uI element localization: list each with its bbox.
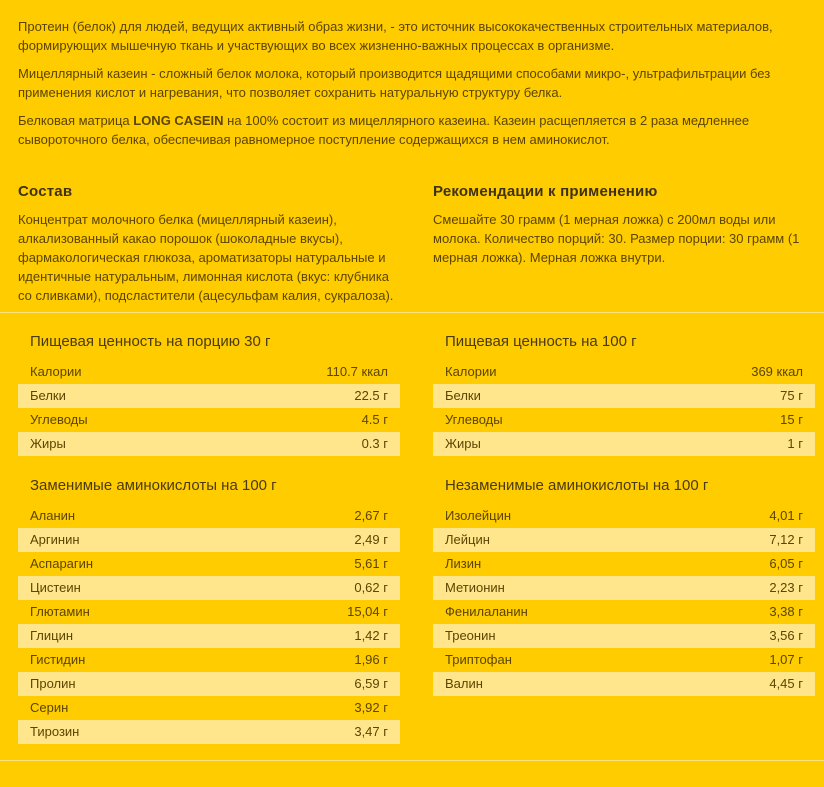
- table-row: [18, 720, 400, 744]
- table-row: [18, 600, 400, 624]
- table-row: [18, 696, 400, 720]
- table-row: [18, 432, 400, 456]
- table-title: Незаменимые аминокислоты на 100 г: [445, 477, 709, 494]
- nutrient-name: Углеводы: [445, 412, 503, 427]
- nutrient-name: Жиры: [30, 436, 66, 451]
- nutrient-value: 0.3 г: [361, 436, 388, 451]
- nutrient-name: Глицин: [30, 628, 74, 643]
- composition-section: [18, 183, 403, 305]
- intro-paragraph-1: Протеин (белок) для людей, ведущих активный образ жизни, - это источник высококачественных строительных материалов, формирующих мышечную ткань и участвующих во всех жизненно-важных процессах в организме.: [18, 19, 773, 53]
- table-title: Заменимые аминокислоты на 100 г: [30, 477, 277, 494]
- table-row: [18, 576, 400, 600]
- nutrient-name: Калории: [445, 364, 497, 379]
- intro-text-part: Белковая матрица: [18, 113, 134, 128]
- nutrient-value: 2,49 г: [354, 532, 388, 547]
- nutrient-name: Цистеин: [30, 580, 81, 595]
- nutrient-value: 1,96 г: [354, 652, 388, 667]
- nutrient-name: Пролин: [30, 676, 76, 691]
- table-body: [433, 504, 815, 696]
- table-body: [18, 360, 400, 456]
- table-title: Пищевая ценность на 100 г: [445, 333, 637, 350]
- table-row: [433, 432, 815, 456]
- table-row: [18, 672, 400, 696]
- table-row: [433, 360, 815, 384]
- table-row: [433, 576, 815, 600]
- brand-name: LONG CASEIN: [133, 113, 224, 128]
- essential-amino-table: [433, 472, 815, 696]
- table-row: [433, 408, 815, 432]
- nutrient-value: 3,56 г: [769, 628, 803, 643]
- intro-text: [18, 17, 808, 158]
- usage-title: Рекомендации к применению: [433, 183, 658, 200]
- nutrient-value: 6,59 г: [354, 676, 388, 691]
- nutrient-value: 110.7 ккал: [326, 364, 388, 379]
- nutrition-per-serving-table: [18, 328, 400, 456]
- nutrient-name: Глютамин: [30, 604, 90, 619]
- table-row: [18, 528, 400, 552]
- usage-section: [433, 183, 818, 267]
- nutrient-value: 75 г: [780, 388, 803, 403]
- nutrient-value: 5,61 г: [354, 556, 388, 571]
- nutrient-name: Белки: [30, 388, 66, 403]
- nutrient-value: 3,47 г: [354, 724, 388, 739]
- nutrient-value: 1,42 г: [354, 628, 388, 643]
- nutrient-name: Лизин: [445, 556, 482, 571]
- table-row: [433, 384, 815, 408]
- nutrient-name: Триптофан: [445, 652, 512, 667]
- nutrient-name: Калории: [30, 364, 82, 379]
- intro-text-part: на 100% состоит из мицеллярного казеина. Казеин расщепляется в 2 раза медленнее сывороточного белка, обеспечивая равномерное поступление содержащихся в нем аминокислот.: [18, 113, 750, 147]
- nutrient-value: 15,04 г: [347, 604, 388, 619]
- usage-text: Смешайте 30 грамм (1 мерная ложка) с 200мл воды или молока. Количество порций: 30. Размер порции: 30 грамм (1 мерная ложка). Мерная ложка внутри.: [433, 212, 800, 265]
- table-row: [18, 504, 400, 528]
- nutrient-value: 22.5 г: [354, 388, 388, 403]
- table-row: [433, 552, 815, 576]
- nutrient-name: Аланин: [30, 508, 76, 523]
- table-row: [18, 408, 400, 432]
- nutrient-value: 3,38 г: [769, 604, 803, 619]
- composition-title: Состав: [18, 183, 73, 200]
- nutrient-value: 0,62 г: [354, 580, 388, 595]
- composition-text: Концентрат молочного белка (мицеллярный казеин), алкализованный какао порошок (шоколадные вкусы), фармакологическая глюкоза, ароматизаторы натуральные и идентичные натуральным, лимонная кислота (вкус: клубника со сливками), подсластители (ацесульфам калия, сукралоза).: [18, 212, 394, 303]
- nutrient-name: Изолейцин: [445, 508, 512, 523]
- nutrient-value: 4.5 г: [361, 412, 388, 427]
- nutrient-name: Тирозин: [30, 724, 80, 739]
- intro-paragraph-2: Мицеллярный казеин - сложный белок молока, который производится щадящими способами микро-, ультрафильтрации без применения кислот и нагревания, что позволяет сохранить натуральную структуру белка.: [18, 66, 771, 100]
- table-row: [433, 600, 815, 624]
- table-row: [433, 624, 815, 648]
- nutrient-name: Фенилаланин: [445, 604, 528, 619]
- table-row: [18, 552, 400, 576]
- nutrient-value: 4,45 г: [769, 676, 803, 691]
- table-row: [18, 360, 400, 384]
- nutrient-name: Гистидин: [30, 652, 86, 667]
- nutrient-name: Углеводы: [30, 412, 88, 427]
- table-row: [433, 504, 815, 528]
- table-row: [18, 648, 400, 672]
- table-body: [433, 360, 815, 456]
- nutrient-value: 6,05 г: [769, 556, 803, 571]
- nutrient-value: 2,67 г: [354, 508, 388, 523]
- nutrient-value: 4,01 г: [769, 508, 803, 523]
- nonessential-amino-table: [18, 472, 400, 744]
- nutrient-name: Аргинин: [30, 532, 80, 547]
- nutrient-name: Белки: [445, 388, 481, 403]
- nutrient-value: 7,12 г: [769, 532, 803, 547]
- nutrient-name: Треонин: [445, 628, 496, 643]
- divider: [0, 312, 824, 313]
- table-row: [433, 528, 815, 552]
- nutrient-name: Жиры: [445, 436, 481, 451]
- nutrient-value: 1 г: [787, 436, 803, 451]
- table-row: [433, 648, 815, 672]
- table-row: [18, 624, 400, 648]
- nutrient-name: Метионин: [445, 580, 505, 595]
- nutrient-value: 15 г: [780, 412, 803, 427]
- table-row: [433, 672, 815, 696]
- nutrient-value: 369 ккал: [751, 364, 803, 379]
- nutrition-per-100g-table: [433, 328, 815, 456]
- table-row: [18, 384, 400, 408]
- nutrient-name: Лейцин: [445, 532, 490, 547]
- divider: [0, 760, 824, 761]
- nutrient-name: Серин: [30, 700, 69, 715]
- nutrient-value: 3,92 г: [354, 700, 388, 715]
- nutrient-name: Валин: [445, 676, 483, 691]
- table-body: [18, 504, 400, 744]
- nutrient-value: 2,23 г: [769, 580, 803, 595]
- nutrient-value: 1,07 г: [769, 652, 803, 667]
- nutrient-name: Аспарагин: [30, 556, 94, 571]
- table-title: Пищевая ценность на порцию 30 г: [30, 333, 271, 350]
- intro-paragraph-3: [18, 111, 808, 149]
